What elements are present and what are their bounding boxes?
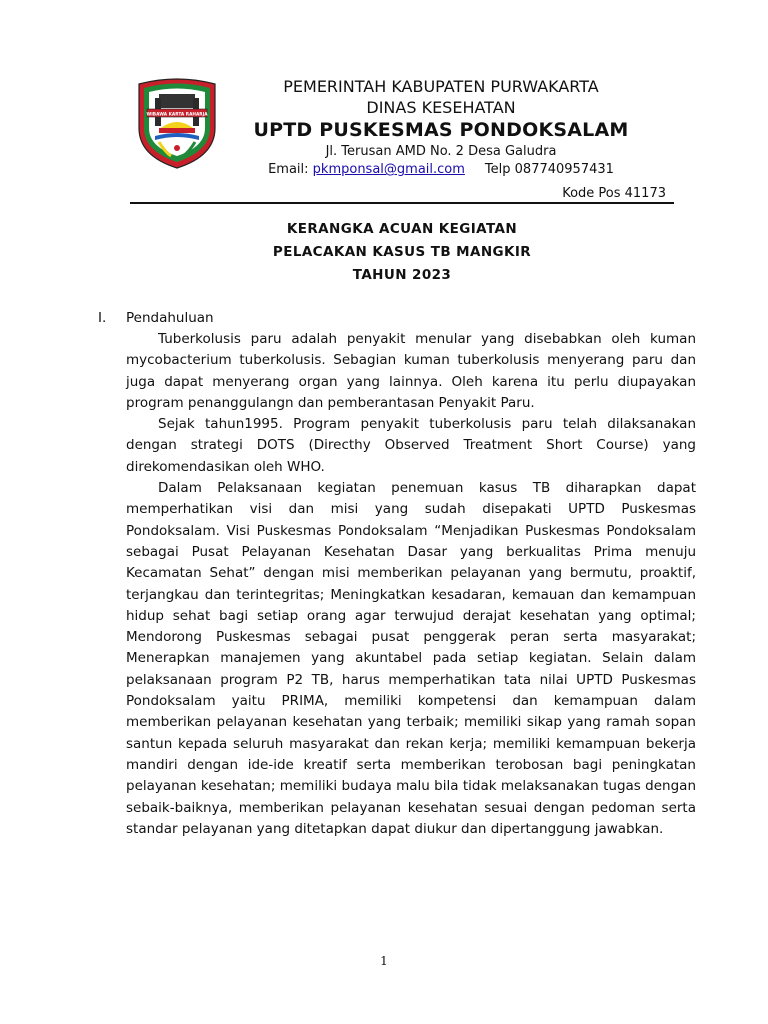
page-number: 1 — [380, 954, 388, 968]
email-link[interactable]: pkmponsal@gmail.com — [312, 162, 465, 177]
svg-text:WIBAWA KARTA RAHARJA: WIBAWA KARTA RAHARJA — [146, 112, 208, 118]
title-line-1: KERANGKA ACUAN KEGIATAN — [286, 221, 518, 237]
letterhead-divider — [130, 202, 674, 204]
section-body — [126, 329, 696, 840]
paragraph: Tuberkolusis paru adalah penyakit menular yang disebabkan oleh kuman mycobacterium tuberkolusis. Sebagian kuman tuberkolusis menyerang paru dan juga dapat menyerang organ yang lainnya. Oleh karena itu perlu diupayakan program penanggulangn dan pemberantasan Penyakit Paru. — [126, 331, 696, 411]
email-label: Email: — [268, 162, 313, 177]
section-title: Pendahuluan — [126, 310, 214, 326]
letterhead — [225, 76, 657, 179]
document-title — [130, 218, 674, 287]
contact-line — [225, 160, 657, 179]
title-line-2: PELACAKAN KASUS TB MANGKIR — [272, 244, 532, 260]
purwakarta-emblem-logo — [135, 76, 219, 170]
paragraph: Sejak tahun1995. Program penyakit tuberkolusis paru telah dilaksanakan dengan strategi DOTS (Directhy Observed Treatment Short Course) yang direkomendasikan oleh WHO. — [126, 416, 696, 475]
section-number: I. — [98, 310, 107, 326]
title-line-3: TAHUN 2023 — [352, 267, 452, 283]
paragraph: Dalam Pelaksanaan kegiatan penemuan kasus TB diharapkan dapat memperhatikan visi dan misi yang sudah disepakati UPTD Puskesmas Pondoksalam. Visi Puskesmas Pondoksalam “Menjadikan Puskesmas Pondoksalam sebagai Pusat Pelayanan Kesehatan Dasar yang berkualitas Prima menuju Kecamatan Sehat” dengan misi memberikan pelayanan yang bermutu, proaktif, terjangkau dan terintegritas; Meningkatkan kesadaran, kemauan dan kemampuan hidup sehat bagi setiap orang agar terwujud derajat kesehatan yang optimal; Mendorong Puskesmas sebagai pusat penggerak peran serta masyarakat; Menerapkan manajemen yang akuntabel pada setiap kegiatan. Selain dalam pelaksanaan program P2 TB, harus memperhatikan tata nilai UPTD Puskesmas Pondoksalam yaitu PRIMA, memiliki kompetensi dan kemampuan dalam memberikan pelayanan kesehatan yang terbaik; memiliki sikap yang ramah sopan santun kepada seluruh masyarakat dan rekan kerja; memiliki kemampuan bekerja mandiri dengan ide-ide kreatif serta memberikan terobosan bagi peningkatan pelayanan kesehatan; memiliki budaya malu bila tidak melaksanakan tugas dengan sebaik-baiknya, memberikan pelayanan kesehatan sesuai dengan pedoman serta standar pelayanan yang ditetapkan dapat diukur dan dipertanggung jawabkan. — [126, 480, 696, 837]
address: Jl. Terusan AMD No. 2 Desa Galudra — [325, 144, 557, 159]
department-name: DINAS KESEHATAN — [366, 98, 516, 117]
postal-code: Kode Pos 41173 — [562, 186, 666, 201]
government-name: PEMERINTAH KABUPATEN PURWAKARTA — [283, 77, 599, 96]
institution-name: UPTD PUSKESMAS PONDOKSALAM — [253, 119, 629, 141]
phone-number: Telp 087740957431 — [484, 162, 614, 177]
section-heading — [98, 308, 698, 329]
